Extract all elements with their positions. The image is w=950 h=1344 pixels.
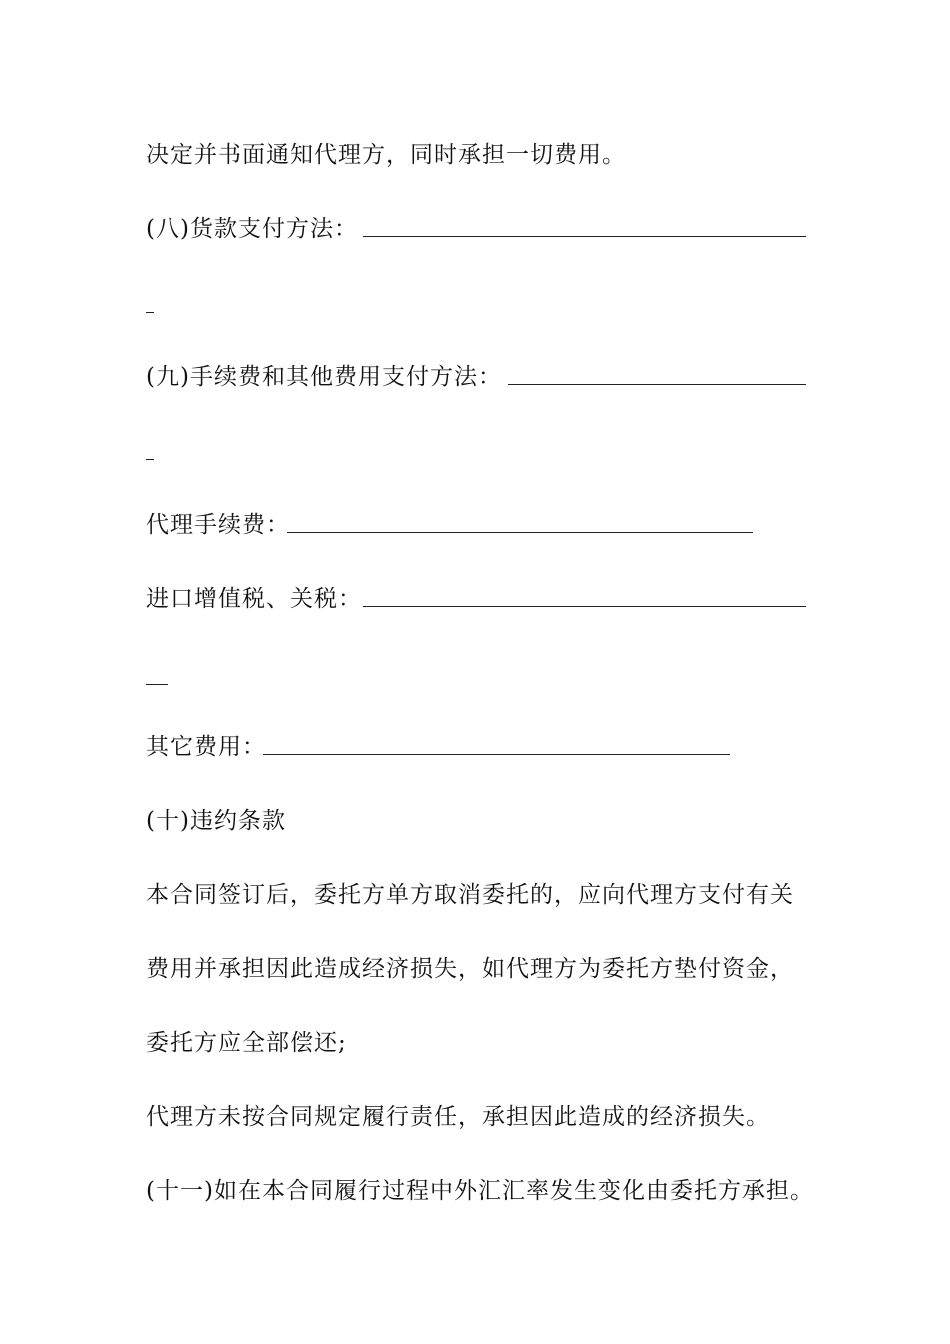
fee-payment-method-line [146, 362, 502, 392]
paragraph-line [146, 1028, 347, 1058]
other-fees-line [146, 732, 266, 762]
text-line: 委托方应全部偿还; [146, 1030, 347, 1056]
other-fees-label: 其它费用： [146, 734, 266, 760]
agency-fee-blank[interactable] [287, 532, 753, 533]
vat-tariff-label: 进口增值税、关税： [146, 586, 362, 612]
vat-tariff-line [146, 584, 362, 614]
payment-method-blank-continuation [146, 312, 154, 313]
vat-tariff-blank-continuation [146, 684, 168, 685]
agency-fee-line [146, 510, 290, 540]
other-fees-blank[interactable] [263, 754, 730, 755]
paragraph-line [146, 140, 626, 170]
text-line: 本合同签订后，委托方单方取消委托的，应向代理方支付有关 [146, 882, 794, 908]
paragraph-line [146, 1176, 814, 1206]
payment-method-blank[interactable] [363, 236, 806, 237]
payment-method-label: (八)货款支付方法： [146, 216, 358, 242]
paragraph-line [146, 954, 794, 984]
fee-payment-method-blank-continuation [146, 459, 154, 460]
section-heading [146, 806, 286, 836]
text-line: 决定并书面通知代理方，同时承担一切费用。 [146, 142, 626, 168]
payment-method-line [146, 214, 358, 244]
text-line: 费用并承担因此造成经济损失，如代理方为委托方垫付资金， [146, 956, 794, 982]
fee-payment-method-label: (九)手续费和其他费用支付方法： [146, 364, 502, 390]
fee-payment-method-blank[interactable] [508, 384, 806, 385]
paragraph-line [146, 880, 794, 910]
breach-clause-heading: (十)违约条款 [146, 808, 286, 834]
text-line: (十一)如在本合同履行过程中外汇汇率发生变化由委托方承担。 [146, 1178, 814, 1204]
agency-fee-label: 代理手续费： [146, 512, 290, 538]
vat-tariff-blank[interactable] [363, 606, 806, 607]
text-line: 代理方未按合同规定履行责任，承担因此造成的经济损失。 [146, 1104, 770, 1130]
paragraph-line [146, 1102, 770, 1132]
